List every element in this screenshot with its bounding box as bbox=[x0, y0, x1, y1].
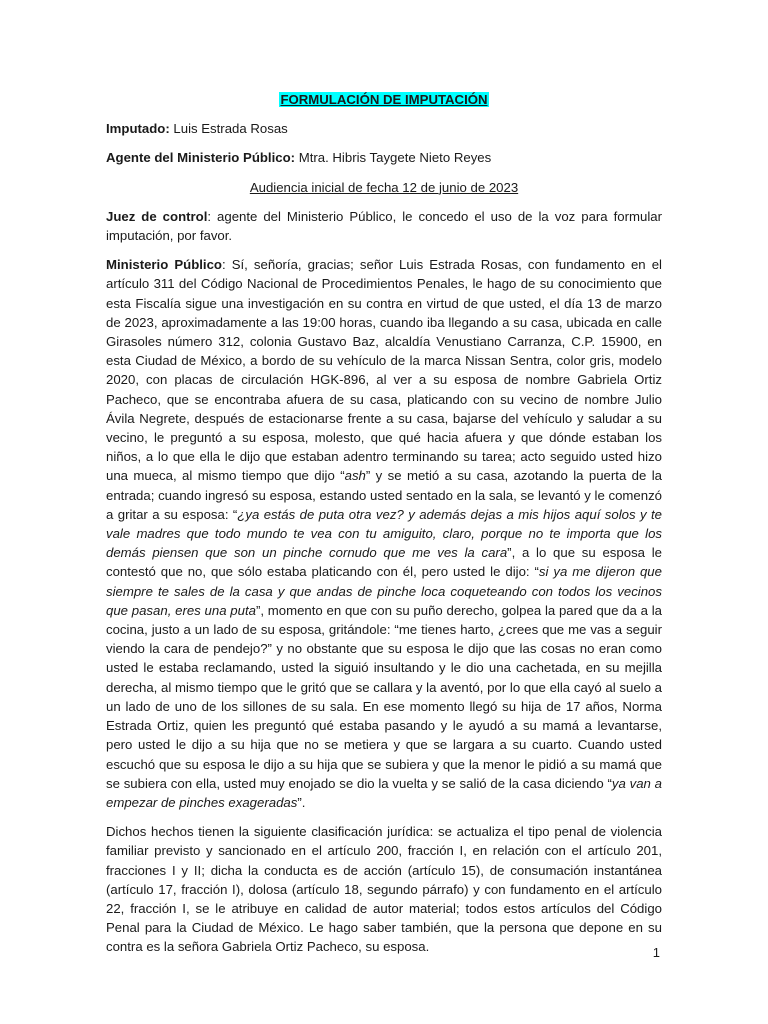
mp-text-1: : Sí, señoría, gracias; señor Luis Estrada Rosas, con fundamento en el artículo 311 del Código Nacional de Procedimientos Penales, le hago de su conocimiento que esta Fiscalía sigue una investigación en su contra en virtud de que usted, el día 13 de marzo de 2023, aproximadamente a las 19:00 horas, cuando iba llegando a su casa, ubicada en calle Girasoles número 312, colonia Gustavo Baz, alcaldía Venustiano Carranza, C.P. 15900, en esta Ciudad de México, a bordo de su vehículo de la marca Nissan Sentra, color gris, modelo 2020, con placas de circulación HGK-896, al ver a su esposa de nombre Gabriela Ortiz Pacheco, que se encontraba afuera de su casa, platicando con su vecino de nombre Julio Ávila Negrete, después de estacionarse frente a su casa, bajarse del vehículo y saludar a su vecino, le preguntó a su esposa, molesto, que qué hacia afuera y que dónde estaban los niños, a lo que ella le dijo que estaban adentro terminando su tarea; acto seguido usted hizo una mueca, al mismo tiempo que dijo “ bbox=[106, 257, 662, 484]
mp-text-4: ”, momento en que con su puño derecho, golpea la pared que da a la cocina, justo a un lado de su esposa, gritándole: “me tienes harto, ¿crees que me vas a seguir viendo la cara de pendejo?” y no obstante que su esposa le dijo que las cosas no eran como usted le estaba reclamando, usted la siguió insultando y le dio una cachetada, en su mejilla derecha, al mismo tiempo que le gritó que se callara y la aventó, por lo que ella cayó al suelo a un lado de uno de los sillones de su sala. En ese momento llegó su hija de 17 años, Norma Estrada Ortiz, quien les preguntó qué estaba pasando y le ayudó a su mamá a levantarse, pero usted le dijo a su hija que no se metiera y que se largara a su cuarto. Cuando usted escuchó que su esposa le dijo a su hija que se subiera y que la menor le pidió a su mamá que se subiera con ella, usted muy enojado se dio la vuelta y se salió de la casa diciendo “ bbox=[106, 602, 662, 791]
document-title: FORMULACIÓN DE IMPUTACIÓN bbox=[280, 92, 488, 107]
mp-quote-3: si ya me dijeron que siempre te sales de la casa y que andas de pinche loca coqueteando con todos los vecinos que pasan, eres una puta bbox=[106, 564, 662, 618]
title-line bbox=[106, 90, 662, 109]
juez-text: : agente del Ministerio Público, le concedo el uso de la voz para formular imputación, por favor. bbox=[106, 208, 662, 244]
imputado-label: Imputado: bbox=[106, 121, 170, 137]
imputado-line bbox=[106, 119, 662, 138]
mp-quote-4: ya van a empezar de pinches exageradas bbox=[106, 775, 662, 810]
agente-label: Agente del Ministerio Público: bbox=[106, 150, 296, 166]
imputado-value: Luis Estrada Rosas bbox=[169, 121, 288, 137]
juez-paragraph bbox=[106, 207, 662, 245]
agente-value: Mtra. Hibris Taygete Nieto Reyes bbox=[295, 150, 492, 166]
mp-text-2: ” y se metió a su casa, azotando la puerta de la entrada; cuando ingresó su esposa, estando usted sentado en la sala, se levantó y le comenzó a gritar a su esposa: “ bbox=[106, 468, 662, 522]
juez-label: Juez de control bbox=[106, 208, 208, 224]
document-page bbox=[106, 90, 662, 967]
ministerio-publico-paragraph bbox=[106, 255, 662, 812]
mp-label: Ministerio Público bbox=[106, 257, 222, 273]
mp-quote-1: ash bbox=[344, 468, 366, 484]
mp-text-5: ”. bbox=[297, 794, 306, 810]
mp-text-3: ”, a lo que su esposa le contestó que no, que sólo estaba platicando con él, pero usted le dijo: “ bbox=[106, 545, 663, 580]
mp-quote-2: ¿ya estás de puta otra vez? y además dejas a mis hijos aquí solos y te vale madres que todo mundo te vea con tu amiguito, claro, porque no te importa que los demás piensen que son un pinche cornudo que me ves la cara bbox=[106, 506, 662, 561]
audiencia-heading: Audiencia inicial de fecha 12 de junio de 2023 bbox=[249, 179, 519, 195]
page-number: 1 bbox=[652, 945, 660, 960]
audiencia-line bbox=[106, 178, 662, 197]
agente-line bbox=[106, 148, 662, 167]
hechos-paragraph: Dichos hechos tienen la siguiente clasificación jurídica: se actualiza el tipo penal de violencia familiar previsto y sancionado en el artículo 200, fracción I, en relación con el artículo 201, fracciones I y II; dicha la conducta es de acción (artículo 15), de consumación instantánea (artículo 17, fracción I), dolosa (artículo 18, segundo párrafo) y con fundamento en el artículo 22, fracción I, se le atribuye en calidad de autor material; todos estos artículos del Código Penal para la Ciudad de México. Le hago saber también, que la persona que depone en su contra es la señora Gabriela Ortiz Pacheco, su esposa. bbox=[106, 824, 662, 955]
